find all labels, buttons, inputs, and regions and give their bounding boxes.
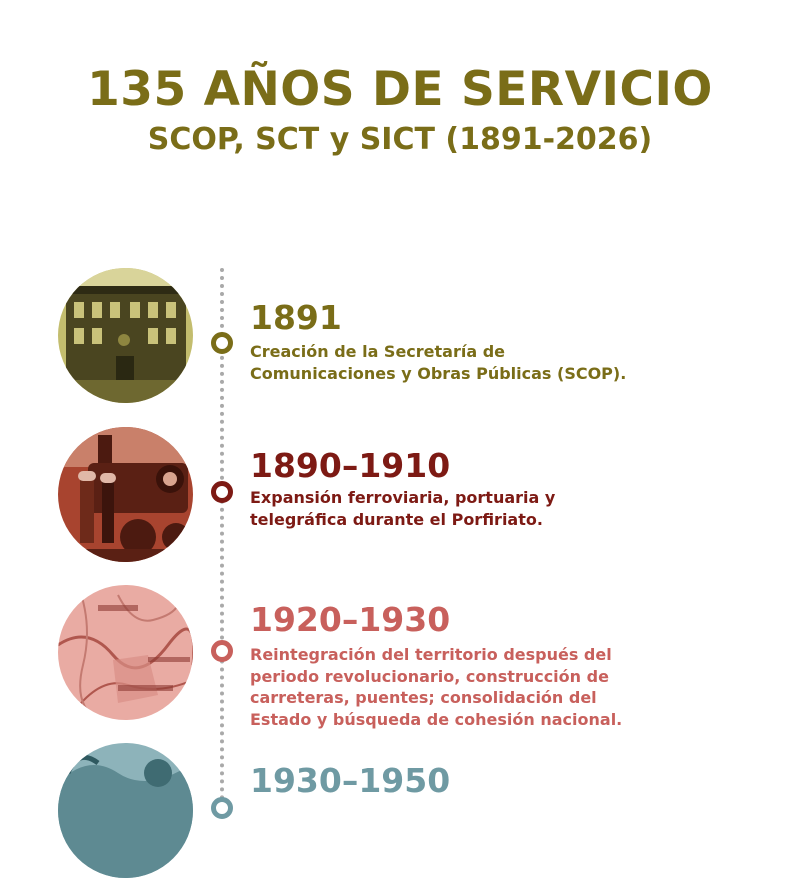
event-description-line: periodo revolucionario, construcción de xyxy=(250,666,609,686)
timeline-node xyxy=(211,797,233,819)
event-year: 1920–1930 xyxy=(250,600,451,639)
event-description-line: Reintegración del territorio después del xyxy=(250,645,612,664)
timeline-node xyxy=(211,640,233,662)
building-photo xyxy=(58,268,193,403)
page-title: 135 AÑOS DE SERVICIO xyxy=(87,62,713,117)
event-description xyxy=(250,487,555,530)
timeline-node xyxy=(211,332,233,354)
event-description-line: Expansión ferroviaria, portuaria y xyxy=(250,488,556,507)
event-description-line: Comunicaciones y Obras Públicas (SCOP). xyxy=(250,363,627,383)
map-photo xyxy=(58,585,193,720)
event-description-line: Estado y búsqueda de cohesión nacional. xyxy=(250,709,623,729)
event-year: 1930–1950 xyxy=(250,761,451,800)
event-description-line: carreteras, puentes; consolidación del xyxy=(250,688,597,707)
landscape-photo xyxy=(58,743,193,878)
page-subtitle: SCOP, SCT y SICT (1891-2026) xyxy=(147,122,653,158)
locomotive-photo xyxy=(58,427,193,562)
event-description-line: telegráfica durante el Porfiriato. xyxy=(250,509,543,529)
header xyxy=(0,62,800,158)
event-year: 1891 xyxy=(250,298,342,337)
event-year: 1890–1910 xyxy=(250,446,451,485)
event-description-line: Creación de la Secretaría de xyxy=(250,342,506,361)
event-description xyxy=(250,341,626,384)
event-description xyxy=(250,644,622,730)
timeline-node xyxy=(211,481,233,503)
